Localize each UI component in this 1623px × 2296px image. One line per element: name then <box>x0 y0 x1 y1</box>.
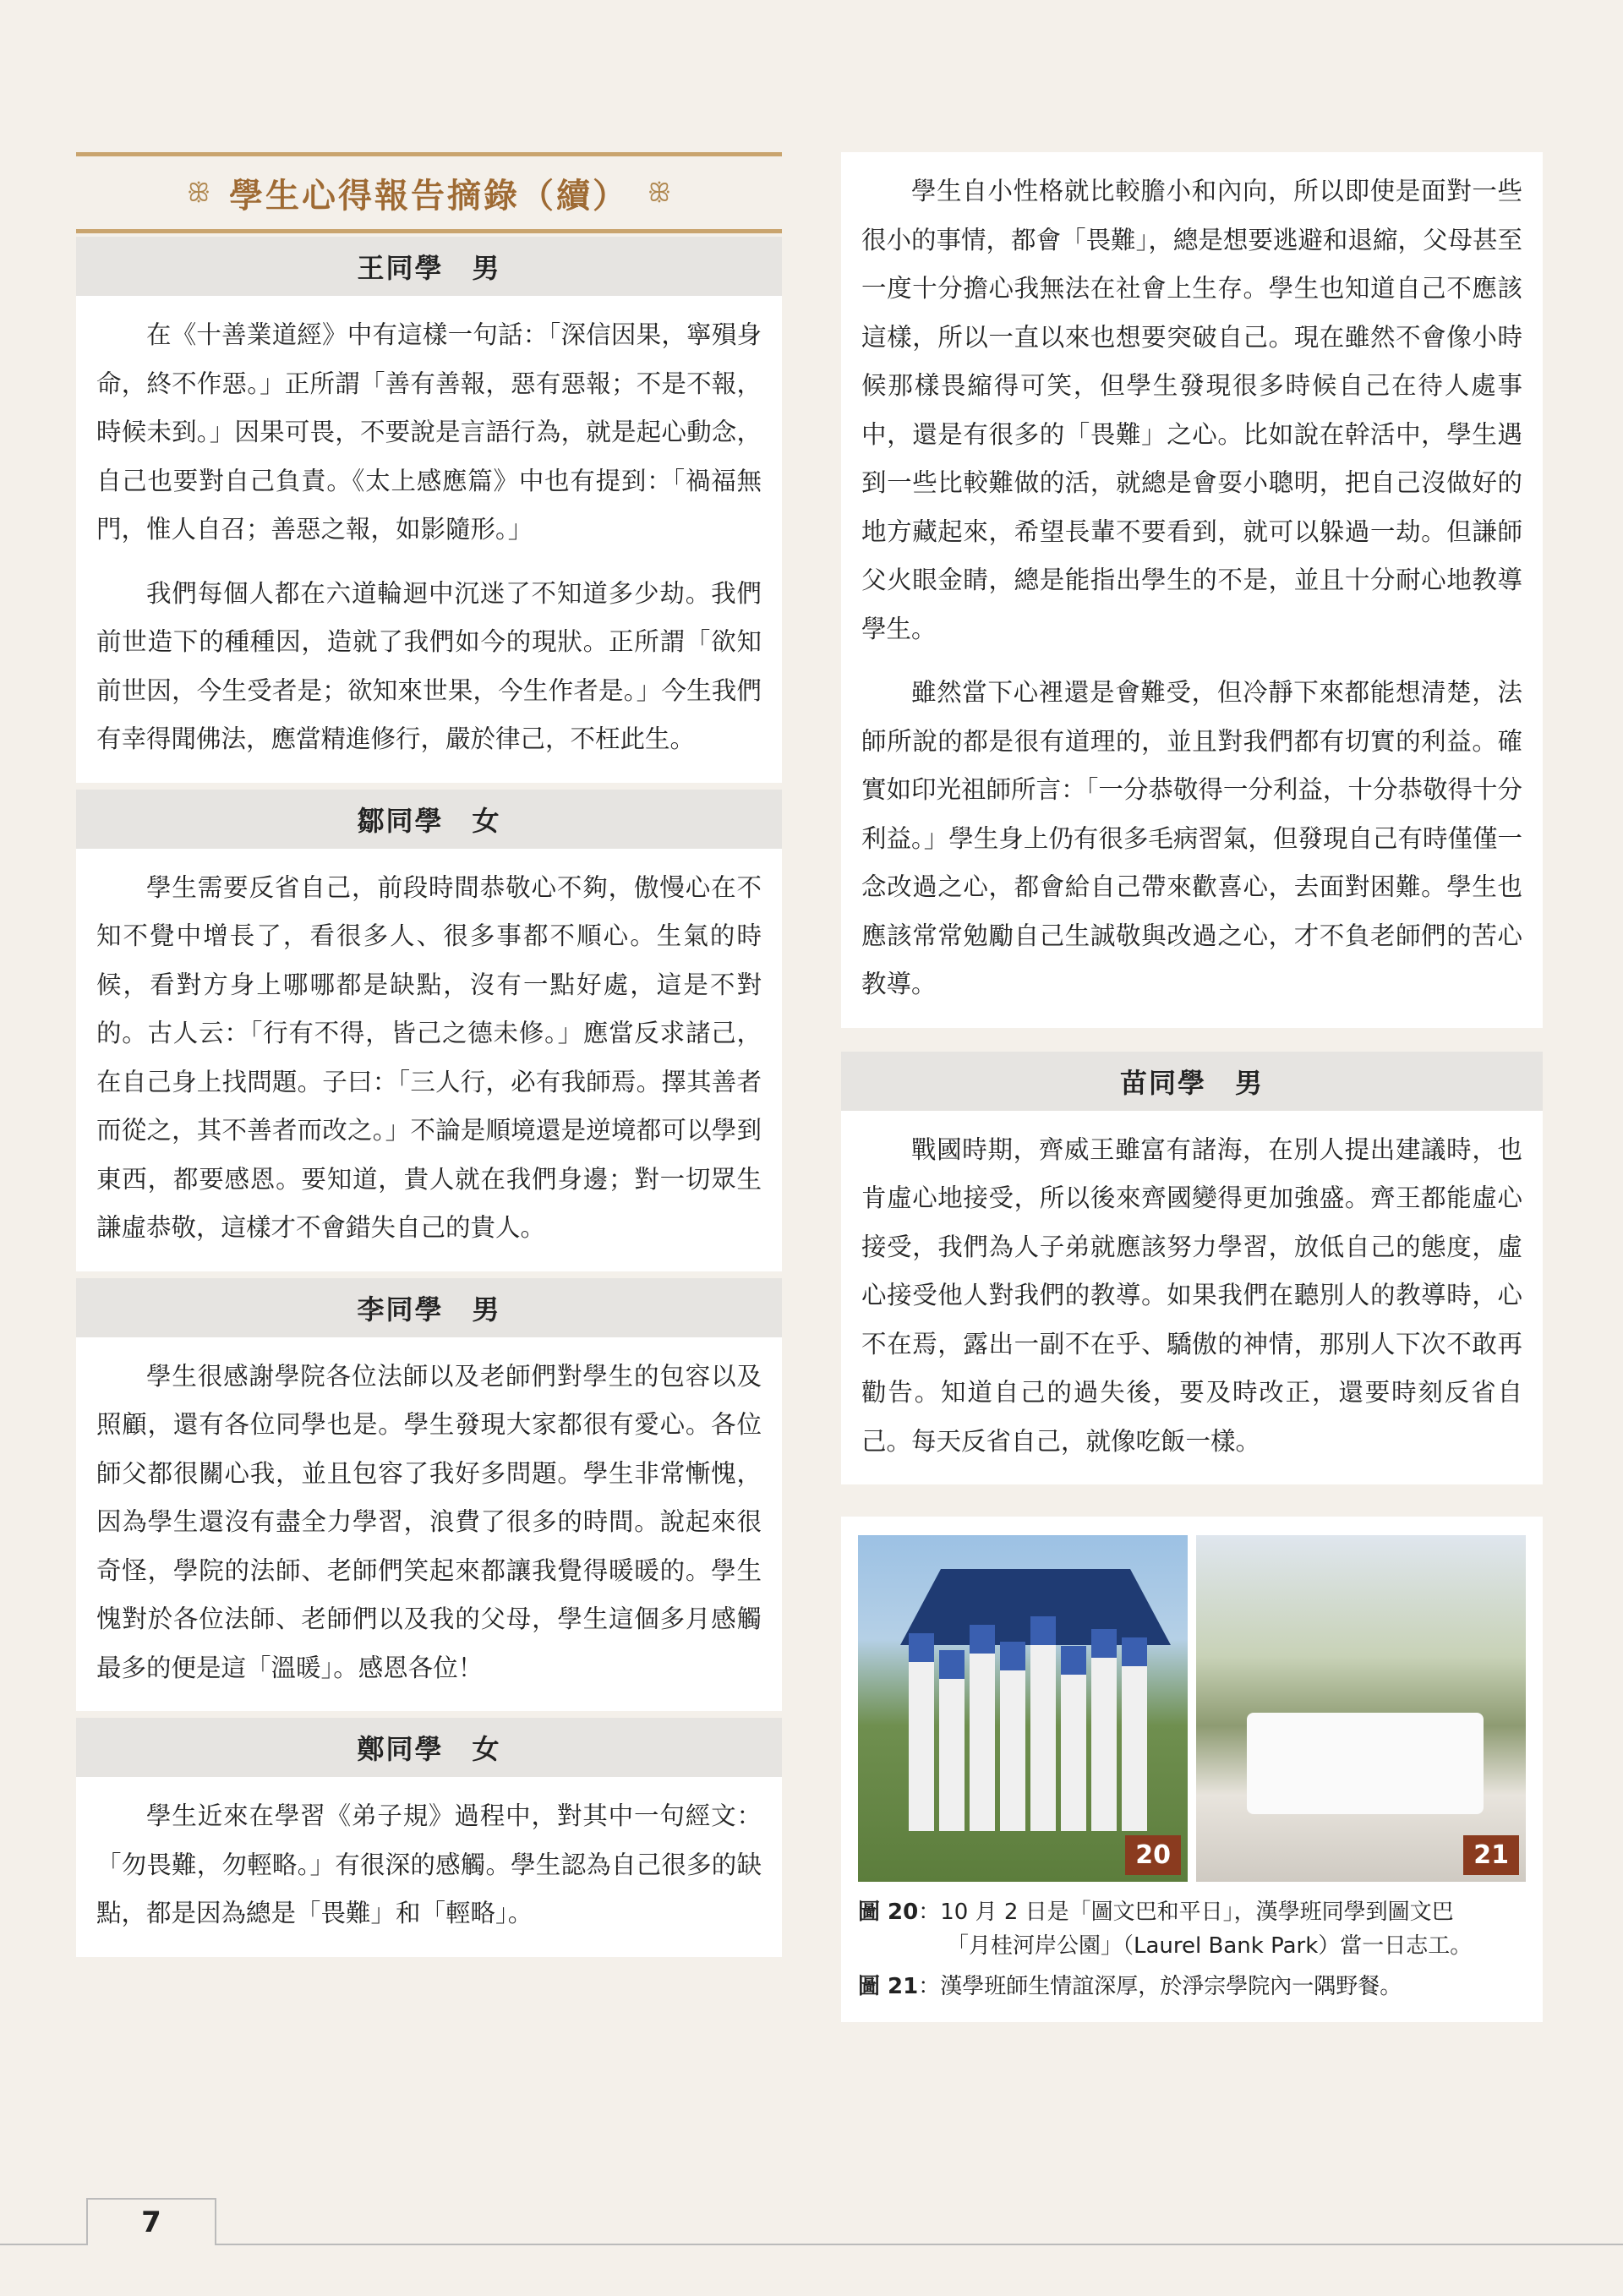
photo-20 <box>858 1535 1188 1882</box>
essay-zheng <box>76 1777 782 1957</box>
paragraph: 學生很感謝學院各位法師以及老師們對學生的包容以及照顧，還有各位同學也是。學生發現大家都很有愛心。各位師父都很關心我，並且包容了我好多問題。學生非常慚愧，因為學生還沒有盡全力學習，浪費了很多的時間。說起來很奇怪，學院的法師、老師們笑起來都讓我覺得暖暖的。學生愧對於各位法師、老師們以及我的父母，學生這個多月感觸最多的便是這「溫暖」。感恩各位！ <box>96 1361 762 1682</box>
ornament-right-icon: ꕥ <box>648 178 671 208</box>
paragraph: 戰國時期，齊威王雖富有諸海，在別人提出建議時，也肯虛心地接受，所以後來齊國變得更加強盛。齊王都能虛心接受，我們為人子弟就應該努力學習，放低自己的態度，虛心接受他人對我們的教導。如果我們在聽別人的教導時，心不在焉，露出一副不在乎、驕傲的神情，那別人下次不敢再勸告。知道自己的過失後，要及時改正，還要時刻反省自己。每天反省自己，就像吃飯一樣。 <box>861 1134 1522 1456</box>
caption-20 <box>858 1895 1526 1963</box>
essay-zheng-continued <box>841 152 1543 1028</box>
paragraph: 雖然當下心裡還是會難受，但冷靜下來都能想清楚，法師所說的都是很有道理的，並且對我們都有切實的利益。確實如印光祖師所言：「一分恭敬得一分利益，十分恭敬得十分利益。」學生身上仍有很多毛病習氣，但發現自己有時僅僅一念改過之心，都會給自己帶來歡喜心，去面對困難。學生也應該常常勉勵自己生誠敬與改過之心，才不負老師們的苦心教導。 <box>861 678 1522 998</box>
picnic-table <box>1247 1713 1484 1814</box>
right-column <box>841 152 1543 2022</box>
photo-panel <box>841 1517 1543 2022</box>
footer-rule <box>0 2244 1623 2245</box>
paragraph: 學生近來在學習《弟子規》過程中，對其中一句經文：「勿畏難，勿輕略。」有很深的感觸。學生認為自己很多的缺點，都是因為總是「畏難」和「輕略」。 <box>96 1801 762 1927</box>
volunteers-group <box>909 1645 1154 1831</box>
page-title: 學生心得報告摘錄（續） <box>229 176 629 216</box>
photo-21 <box>1196 1535 1526 1882</box>
photo-number-badge: 21 <box>1463 1835 1519 1875</box>
caption-21 <box>858 1970 1526 2004</box>
student-name-wang: 王同學 男 <box>76 237 782 296</box>
header-rule-bottom <box>76 229 782 233</box>
student-name-miao: 苗同學 男 <box>841 1052 1543 1111</box>
page-number: 7 <box>86 2198 216 2245</box>
section-header <box>76 152 782 233</box>
student-name-zheng: 鄭同學 女 <box>76 1718 782 1777</box>
student-name-li: 李同學 男 <box>76 1278 782 1337</box>
left-column <box>76 152 782 1957</box>
header-rule-top <box>76 152 782 156</box>
paragraph: 我們每個人都在六道輪迴中沉迷了不知道多少劫。我們前世造下的種種因，造就了我們如今的現狀。正所謂「欲知前世因，今生受者是；欲知來世果，今生作者是。」今生我們有幸得聞佛法，應當精進修行，嚴於律己，不枉此生。 <box>96 578 762 753</box>
photo-number-badge: 20 <box>1125 1835 1181 1875</box>
essay-zou <box>76 849 782 1271</box>
essay-li <box>76 1337 782 1712</box>
paragraph: 在《十善業道經》中有這樣一句話：「深信因果，寧殞身命，終不作惡。」正所謂「善有善報，惡有惡報；不是不報，時候未到。」因果可畏，不要說是言語行為，就是起心動念，自己也要對自己負責。《太上感應篇》中也有提到：「禍福無門，惟人自召；善惡之報，如影隨形。」 <box>96 320 762 544</box>
essay-wang <box>76 296 782 783</box>
caption-label: 圖 20 <box>858 1900 919 1925</box>
caption-text: ：漢學班師生情誼深厚，於淨宗學院內一隅野餐。 <box>918 1974 1402 1999</box>
caption-label: 圖 21 <box>858 1974 919 1999</box>
ornament-left-icon: ꕥ <box>187 178 210 208</box>
essay-miao <box>841 1111 1543 1485</box>
paragraph: 學生自小性格就比較膽小和內向，所以即使是面對一些很小的事情，都會「畏難」，總是想要逃避和退縮，父母甚至一度十分擔心我無法在社會上生存。學生也知道自己不應該這樣，所以一直以來也想要突破自己。現在雖然不會像小時候那樣畏縮得可笑，但學生發現很多時候自己在待人處事中，還是有很多的「畏難」之心。比如說在幹活中，學生遇到一些比較難做的活，就總是會耍小聰明，把自己沒做好的地方藏起來，希望長輩不要看到，就可以躲過一劫。但謙師父火眼金睛，總是能指出學生的不是，並且十分耐心地教導學生。 <box>861 177 1522 643</box>
caption-text-line2: 「月桂河岸公園」（Laurel Bank Park）當一日志工。 <box>947 1933 1473 1959</box>
paragraph: 學生需要反省自己，前段時間恭敬心不夠，傲慢心在不知不覺中增長了，看很多人、很多事都不順心。生氣的時候，看對方身上哪哪都是缺點，沒有一點好處，這是不對的。古人云：「行有不得，皆己之德未修。」應當反求諸己，在自己身上找問題。子曰：「三人行，必有我師焉。擇其善者而從之，其不善者而改之。」不論是順境還是逆境都可以學到東西，都要感恩。要知道，貴人就在我們身邊；對一切眾生謙虛恭敬，這樣才不會錯失自己的貴人。 <box>96 872 762 1242</box>
caption-text: ：10 月 2 日是「圖文巴和平日」，漢學班同學到圖文巴 <box>918 1900 1454 1925</box>
student-name-zou: 鄒同學 女 <box>76 790 782 849</box>
